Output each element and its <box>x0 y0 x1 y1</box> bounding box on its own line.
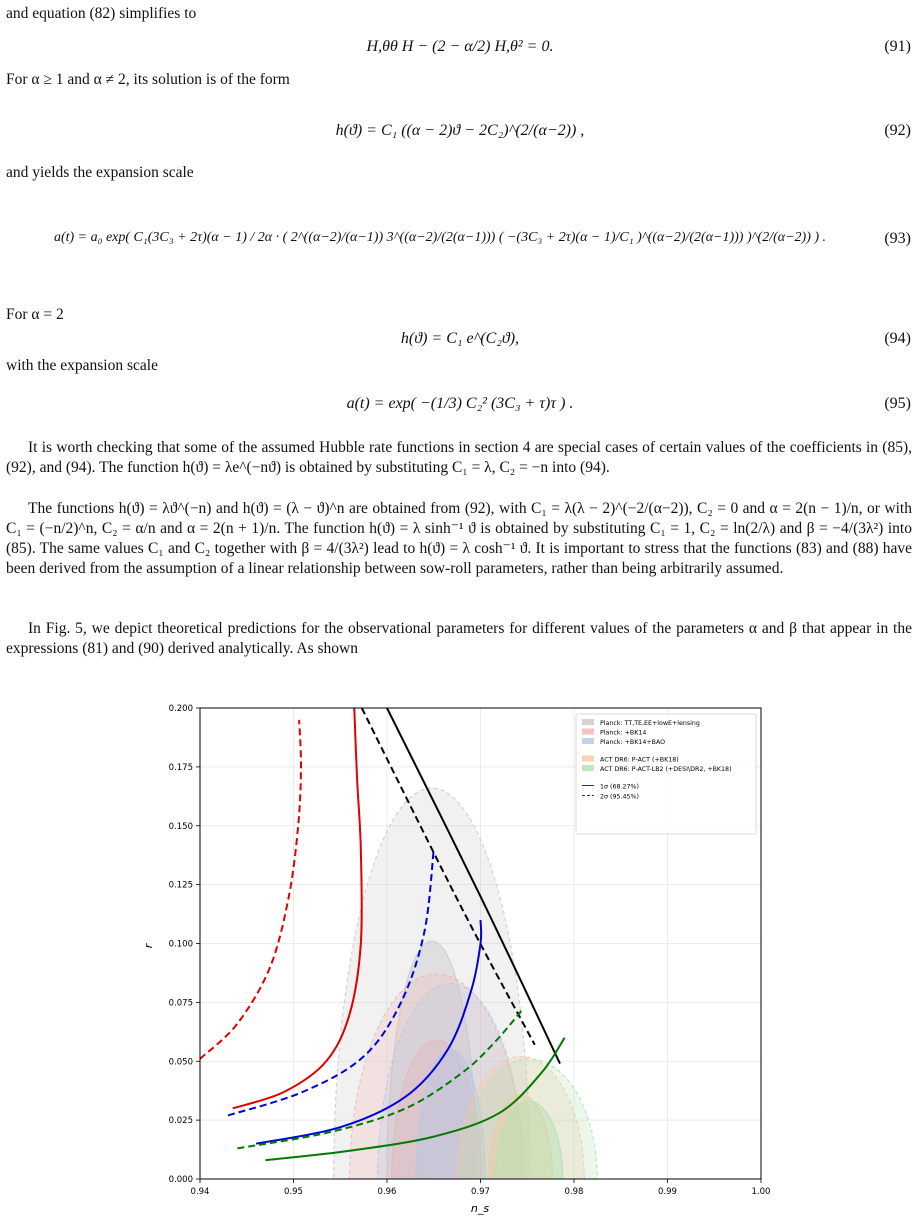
paragraph-alpha-2: For α = 2 <box>6 306 64 323</box>
equation-94 <box>0 326 921 352</box>
y-tick-label: 0.025 <box>168 1116 193 1127</box>
figure-5 <box>140 700 780 1223</box>
x-tick-label: 0.98 <box>564 1187 584 1197</box>
equation-94-body: h(ϑ) = C₁ e^(C₂ϑ), <box>400 330 520 347</box>
y-tick-label: 0.050 <box>168 1057 193 1068</box>
paragraph-solution-form: For α ≥ 1 and α ≠ 2, its solution is of the form <box>6 71 290 88</box>
legend-label: Planck: +BK14 <box>600 729 647 737</box>
equation-91-body: H,θθ H − (2 − α/2) H,θ² = 0. <box>366 38 554 55</box>
equation-92 <box>0 118 921 148</box>
x-tick-label: 0.95 <box>284 1187 303 1197</box>
legend-style-label: 1σ (68.27%) <box>600 783 639 791</box>
legend-label: Planck: +BK14+BAO <box>600 739 666 746</box>
y-tick-label: 0.075 <box>168 998 193 1009</box>
equation-95 <box>0 385 921 425</box>
paragraph-figure-intro: In Fig. 5, we depict theoretical predictions for the observational parameters for different values of the parameters α and β that appear in the expressions (81) and (90) derived analytically. As shown <box>6 620 912 657</box>
equation-95-body: a(t) = exp( −(1/3) C₂² (3C₃ + τ)τ ) . <box>346 395 574 412</box>
y-tick-label: 0.175 <box>168 762 193 773</box>
x-tick-label: 0.99 <box>658 1187 677 1197</box>
legend-swatch <box>582 756 594 762</box>
x-tick-label: 0.96 <box>377 1187 397 1197</box>
legend-swatch <box>582 738 594 744</box>
equation-94-number: (94) <box>884 330 911 347</box>
legend-swatch <box>582 765 594 771</box>
equation-92-number: (92) <box>884 122 911 139</box>
y-tick-label: 0.150 <box>168 821 193 832</box>
y-tick-label: 0.100 <box>168 939 193 950</box>
y-tick-label: 0.200 <box>168 704 193 714</box>
x-axis-label: n_s <box>470 1202 490 1215</box>
legend-style-label: 2σ (95.45%) <box>600 793 639 801</box>
paragraph-expansion-scale-2: with the expansion scale <box>6 357 158 374</box>
equation-93 <box>0 212 921 272</box>
x-tick-label: 0.97 <box>471 1187 490 1197</box>
equation-91 <box>0 32 921 62</box>
equation-93-body: a(t) = a₀ exp( C₁(3C₃ + 2τ)(α − 1) / 2α · ( 2^((α−2)/(α−1)) 3^((α−2)/(2(α−1))) ( −(3C₃ + 2τ)(α − 1)/C₁ )^((α−2)/(2(α−1))) )^(2/(α−2)) ) . <box>53 230 827 245</box>
legend-label: ACT DR6: P-ACT-LB2 (+DESI\DR2, +BK18) <box>600 766 732 773</box>
equation-93-number: (93) <box>884 230 911 247</box>
paragraph-expansion-scale: and yields the expansion scale <box>6 164 194 181</box>
equation-92-body: h(ϑ) = C₁ ((α − 2)ϑ − 2C₂)^(2/(α−2)) , <box>335 122 585 139</box>
x-tick-label: 0.94 <box>190 1187 210 1197</box>
legend-swatch <box>582 719 594 725</box>
legend <box>576 714 756 834</box>
ns-r-chart <box>140 700 780 1218</box>
x-tick-label: 1.00 <box>751 1187 771 1197</box>
legend-label: ACT DR6: P-ACT (+BK18) <box>600 756 679 764</box>
y-tick-label: 0.000 <box>168 1175 193 1185</box>
legend-swatch <box>582 729 594 735</box>
y-tick-label: 0.125 <box>168 880 193 891</box>
equation-95-number: (95) <box>884 395 911 412</box>
equation-91-number: (91) <box>884 38 911 55</box>
legend-label: Planck: TT,TE,EE+lowE+lensing <box>600 720 700 727</box>
y-axis-label: r <box>142 943 155 949</box>
paragraph-checking: It is worth checking that some of the assumed Hubble rate functions in section 4 are special cases of certain values of the coefficients in (85), (92), and (94). The function h(ϑ) = λe^(−nϑ) is obtained by substituting C₁ = λ, C₂ = −n into (94). <box>6 439 912 476</box>
paragraph-functions: The functions h(ϑ) = λϑ^(−n) and h(ϑ) = (λ − ϑ)^n are obtained from (92), with C₁ = λ(λ − 2)^(−2/(α−2)), C₂ = 0 and α = 2(n − 1)/n, or with C₁ = (−n/2)^n, C₂ = α/n and α = 2(n + 1)/n. The function h(ϑ) = λ sinh⁻¹ ϑ is obtained by substituting C₁ = 1, C₂ = ln(2/λ) and β = −4/(3λ²) into (85). The same values C₁ and C₂ together with β = 4/(3λ²) lead to h(ϑ) = λ cosh⁻¹ ϑ. It is important to stress that the functions (83) and (88) have been derived from the assumption of a linear relationship between sow-roll parameters, rather than being arbitrarily assumed. <box>6 500 912 577</box>
paragraph-intro: and equation (82) simplifies to <box>6 5 197 22</box>
